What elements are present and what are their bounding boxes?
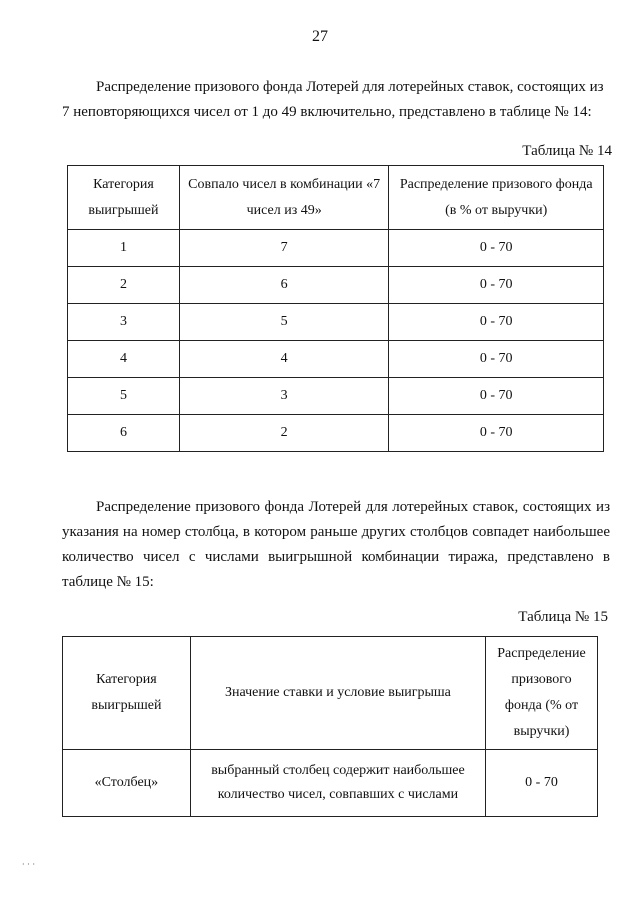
cell-category: 2 [68, 267, 180, 304]
table-row [68, 378, 604, 415]
page-number: 27 [312, 28, 328, 45]
table-row [68, 415, 604, 452]
table14-caption: Таблица № 14 [522, 143, 612, 159]
cell-condition: выбранный столбец содержит наибольшее количество чисел, совпавших с числами [190, 750, 485, 817]
table-header-row [68, 166, 604, 230]
prize-distribution-table-14 [67, 165, 604, 452]
cell-matched: 2 [179, 415, 389, 452]
cell-matched: 6 [179, 267, 389, 304]
cell-matched: 7 [179, 230, 389, 267]
table-row [68, 230, 604, 267]
header-bet-condition: Значение ставки и условие выигрыша [190, 637, 485, 750]
cell-matched: 5 [179, 304, 389, 341]
header-category: Категория выигрышей [68, 166, 180, 230]
header-prize-distribution: Распределение призового фонда (% от выручки) [486, 637, 598, 750]
cell-distribution: 0 - 70 [486, 750, 598, 817]
cell-category: 5 [68, 378, 180, 415]
header-category: Категория выигрышей [63, 637, 191, 750]
prize-distribution-table-15 [62, 636, 598, 817]
cell-category: 6 [68, 415, 180, 452]
table-row [68, 341, 604, 378]
cell-category: 1 [68, 230, 180, 267]
table-row [63, 750, 598, 817]
scan-artifact: ⸳ ⸳ ⸳ [22, 858, 36, 869]
cell-distribution: 0 - 70 [389, 230, 604, 267]
intro-paragraph-table15: Распределение призового фонда Лотерей для лотерейных ставок, состоящих из указания на номер столбца, в котором раньше других столбцов совпадет наибольшее количество чисел с числами выигрышной комбинации тиража, представлено в таблице № 15: [62, 499, 610, 590]
table-header-row [63, 637, 598, 750]
cell-distribution: 0 - 70 [389, 378, 604, 415]
cell-category: 4 [68, 341, 180, 378]
header-prize-distribution: Распределение призового фонда (в % от выручки) [389, 166, 604, 230]
header-matched-numbers: Совпало чисел в комбинации «7 чисел из 49» [179, 166, 389, 230]
cell-matched: 4 [179, 341, 389, 378]
cell-category: 3 [68, 304, 180, 341]
intro-paragraph-table14: Распределение призового фонда Лотерей для лотерейных ставок, состоящих из 7 неповторяющихся чисел от 1 до 49 включительно, представлено в таблице № 14: [62, 79, 604, 120]
cell-distribution: 0 - 70 [389, 267, 604, 304]
cell-matched: 3 [179, 378, 389, 415]
cell-distribution: 0 - 70 [389, 341, 604, 378]
cell-category: «Столбец» [63, 750, 191, 817]
table-row [68, 304, 604, 341]
cell-distribution: 0 - 70 [389, 415, 604, 452]
table-row [68, 267, 604, 304]
cell-distribution: 0 - 70 [389, 304, 604, 341]
table15-caption: Таблица № 15 [518, 609, 608, 625]
